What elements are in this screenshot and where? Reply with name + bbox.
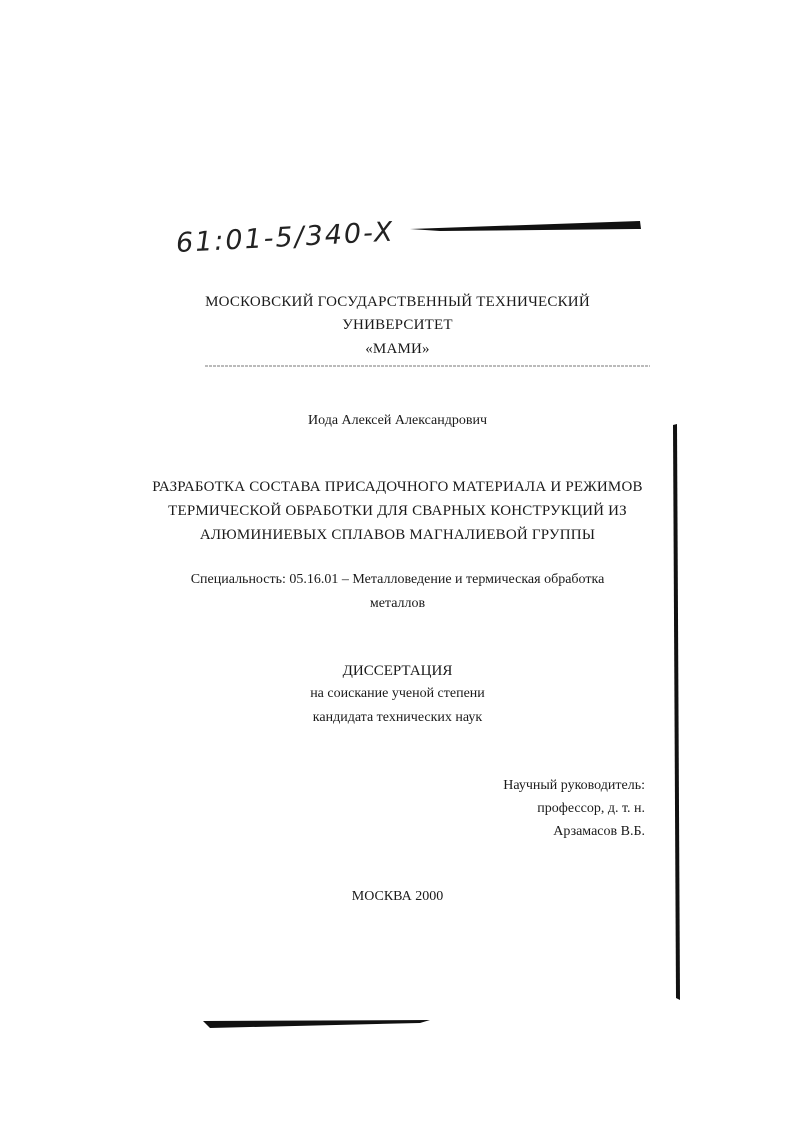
dissertation-line-1: на соискание ученой степени: [310, 686, 485, 701]
city-year: МОСКВА 2000: [351, 889, 444, 904]
dissertation-heading: ДИССЕРТАЦИЯ: [342, 663, 453, 679]
university-line-3: «МАМИ»: [365, 341, 430, 357]
supervisor-label: Научный руководитель:: [503, 778, 645, 793]
supervisor-name: Арзамасов В.Б.: [553, 824, 645, 839]
dissertation-line-2: кандидата технических наук: [312, 710, 483, 725]
bottom-edge-shadow: [203, 1020, 430, 1028]
author-name: Иода Алексей Александрович: [307, 413, 488, 428]
title-line-1: РАЗРАБОТКА СОСТАВА ПРИСАДОЧНОГО МАТЕРИАЛА И РЕЖИМОВ: [152, 479, 643, 495]
university-line-1: МОСКОВСКИЙ ГОСУДАРСТВЕННЫЙ ТЕХНИЧЕСКИЙ: [205, 294, 590, 310]
handwritten-code: 61:01-5/340-X: [175, 216, 396, 259]
title-line-3: АЛЮМИНИЕВЫХ СПЛАВОВ МАГНАЛИЕВОЙ ГРУППЫ: [199, 527, 596, 543]
specialty-line-2: металлов: [369, 596, 426, 611]
supervisor-rank: профессор, д. т. н.: [537, 801, 645, 816]
specialty-line-1: Специальность: 05.16.01 – Металловедение и термическая обработка: [190, 572, 605, 587]
top-edge-shadow: [410, 221, 641, 231]
title-line-2: ТЕРМИЧЕСКОЙ ОБРАБОТКИ ДЛЯ СВАРНЫХ КОНСТРУКЦИЙ ИЗ: [168, 503, 627, 519]
university-line-2: УНИВЕРСИТЕТ: [342, 317, 453, 333]
